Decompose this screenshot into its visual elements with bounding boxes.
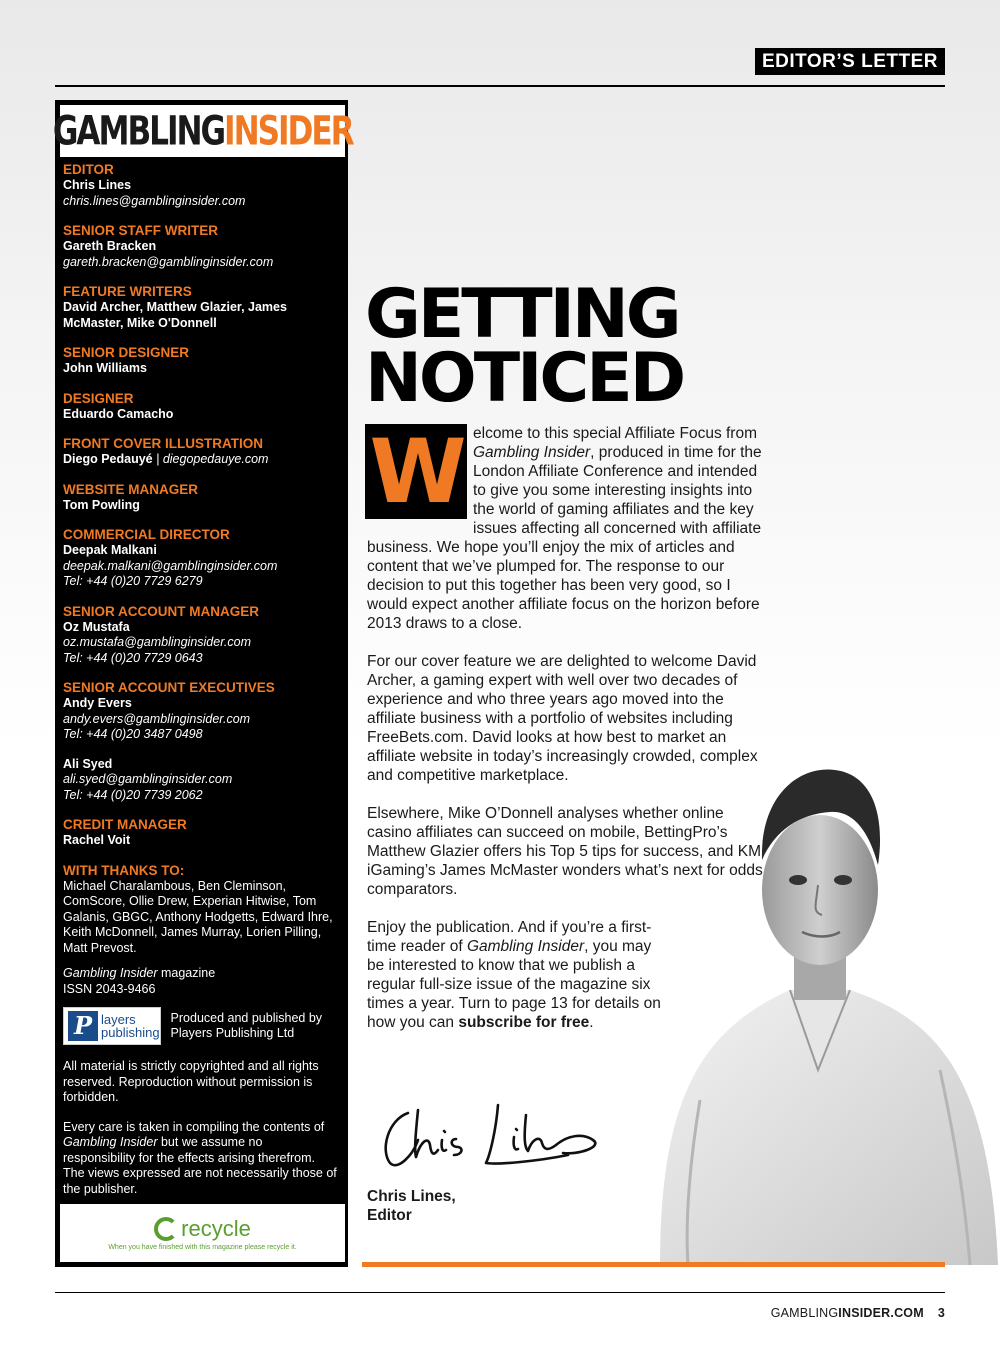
publisher-logo-line2: publishing	[101, 1025, 160, 1040]
credit-role: SENIOR STAFF WRITER	[63, 223, 218, 238]
credit-email: deepak.malkani@gamblinginsider.com	[63, 558, 278, 573]
p4-end: .	[589, 1014, 594, 1031]
credit-role: SENIOR DESIGNER	[63, 345, 190, 360]
magazine-name: Gambling Insider	[63, 966, 158, 980]
credit-email: andy.evers@gamblinginsider.com	[63, 711, 251, 726]
paragraph-1	[367, 424, 767, 633]
logo-word-insider: INSIDER	[223, 107, 353, 155]
credit-name: Oz Mustafa	[63, 619, 130, 634]
footer-brand-a: GAMBLING	[770, 1306, 839, 1320]
credit-name: Rachel Voit	[63, 833, 131, 847]
credit-role: CREDIT MANAGER	[63, 817, 187, 832]
accent-rule	[362, 1262, 945, 1267]
credit-entry	[63, 757, 338, 804]
credit-entry	[63, 527, 338, 590]
page-number: 3	[937, 1306, 945, 1320]
credit-role: FRONT COVER ILLUSTRATION	[63, 436, 263, 451]
players-publishing-logo	[63, 1007, 161, 1045]
credit-role: COMMERCIAL DIRECTOR	[63, 527, 230, 542]
top-rule	[55, 85, 945, 87]
credit-entry	[63, 391, 338, 423]
credit-entry	[63, 436, 338, 468]
credit-entry	[63, 284, 338, 331]
credit-phone: Tel: +44 (0)20 7729 6279	[63, 574, 203, 588]
p4-italic: Gambling Insider	[466, 938, 585, 955]
recycle-badge	[60, 1204, 345, 1262]
copyright-note: All material is strictly copyrighted and all rights reserved. Reproduction without permission is forbidden.	[63, 1059, 319, 1104]
article-headline	[365, 275, 684, 418]
issn-number: ISSN 2043-9466	[63, 981, 156, 996]
staff-credits	[63, 162, 338, 1211]
credit-email: oz.mustafa@gamblinginsider.com	[63, 635, 252, 649]
credit-email: gareth.bracken@gamblinginsider.com	[63, 254, 274, 269]
credit-name-row	[63, 452, 338, 468]
paragraph-2: For our cover feature we are delighted to welcome David Archer, a gaming expert with well over two decades of experience and who three years ago moved into the affiliate business with a portfolio of websites including FreeBets.com. David looks at how best to market an affiliate website in today’s increasingly crowded, complex and competitive marketplace.	[367, 653, 758, 784]
publisher-text: Produced and published by Players Publishing Ltd	[170, 1011, 323, 1040]
magazine-info	[63, 966, 338, 997]
credit-name: Tom Powling	[63, 497, 140, 512]
credit-name: Deepak Malkani	[63, 543, 157, 557]
credit-name: Diego Pedauyé	[63, 452, 153, 466]
paragraph-4	[367, 918, 667, 1032]
credit-name: Gareth Bracken	[63, 239, 157, 253]
credit-name: Ali Syed	[63, 756, 113, 771]
p4-bold: subscribe for free	[458, 1014, 590, 1031]
credit-entry	[63, 604, 338, 667]
headline-line-1: GETTING	[365, 275, 679, 354]
credit-role: DESIGNER	[63, 390, 134, 406]
masthead-sidebar	[52, 100, 353, 1267]
thanks-list: Michael Charalambous, Ben Cleminson, ComScore, Ollie Drew, Experian Hitwise, Tom Galanis, GBGC, Anthony Hodgetts, Edward Ihre, Keith McDonnell, James Murray, Lorien Pilling, Matt Prevost.	[63, 878, 333, 955]
gambling-insider-logo	[52, 105, 353, 157]
logo-word-gambling: GAMBLING	[52, 107, 224, 155]
credit-name: Chris Lines	[63, 178, 132, 192]
credit-role: WEBSITE MANAGER	[63, 481, 198, 497]
credit-entry	[63, 817, 338, 849]
p1-text-b: , produced in time for the London Affiliate Conference and intended to give you some interesting insights into the world of gaming affiliates and the key issues affecting all concerned with affiliate business. We hope you’ll enjoy the mix of articles and content that we’ve plumped for. The response to our decision to put this together has been very good, so I would expect another affiliate focus on the horizon before 2013 draws to a close.	[367, 444, 762, 632]
editor-signature	[378, 1095, 628, 1180]
credit-entry	[63, 345, 338, 377]
paragraph-3: Elsewhere, Mike O’Donnell analyses whether online casino affiliates can succeed on mobile, BettingPro’s Matthew Glazier offers his Top 5 tips for success, and KM iGaming’s James McMaster wonders what’s next for odds comparators.	[367, 805, 763, 898]
section-tag: EDITOR’S LETTER	[755, 48, 945, 75]
headline-line-2: NOTICED	[365, 339, 684, 418]
publisher-logo-line1: layers	[101, 1012, 136, 1027]
p4-text-a: Enjoy the publication. And if you’re a first-time reader of	[367, 919, 652, 955]
footer-brand-b: INSIDER.COM	[838, 1306, 924, 1320]
editor-name: Chris Lines,	[367, 1188, 456, 1205]
recycle-icon	[154, 1217, 178, 1241]
editor-signoff	[367, 1187, 456, 1225]
credit-name: John Williams	[63, 361, 147, 375]
p1-italic: Gambling Insider	[473, 444, 591, 461]
credit-entry	[63, 680, 338, 743]
credit-phone: Tel: +44 (0)20 7739 2062	[63, 787, 203, 802]
credit-role: EDITOR	[63, 162, 114, 177]
drop-cap: W	[365, 424, 467, 519]
credit-email: chris.lines@gamblinginsider.com	[63, 193, 246, 208]
p4-text-b: , you may be interested to know that we publish a regular full-size issue of the magazine six times a year. Turn to page 13 for details on how you can	[367, 938, 661, 1031]
publisher-logo-mark: P	[68, 1011, 98, 1041]
credit-name: Eduardo Camacho	[63, 406, 174, 421]
disclaimer-post: but we assume no responsibility for the effects arising therefrom. The views expressed are not necessarily those of the publisher.	[63, 1135, 337, 1196]
credit-role: SENIOR ACCOUNT MANAGER	[63, 603, 260, 619]
editor-title: Editor	[367, 1207, 412, 1224]
p1-text-a: elcome to this special Affiliate Focus from	[473, 425, 758, 442]
credit-website: | diegopedauye.com	[152, 452, 269, 466]
credit-phone: Tel: +44 (0)20 7729 0643	[63, 650, 203, 665]
bottom-rule	[55, 1292, 945, 1293]
thanks-heading: WITH THANKS TO:	[63, 862, 185, 878]
disclaimer-note	[63, 1120, 338, 1198]
recycle-tagline: When you have finished with this magazine please recycle it.	[108, 1243, 297, 1251]
credit-entry	[63, 482, 338, 514]
disclaimer-italic: Gambling Insider	[63, 1135, 158, 1149]
credit-role: FEATURE WRITERS	[63, 284, 192, 299]
recycle-label: recycle	[181, 1215, 251, 1241]
credit-email: ali.syed@gamblinginsider.com	[63, 772, 233, 786]
credit-entry	[63, 223, 338, 270]
disclaimer-pre: Every care is taken in compiling the contents of	[63, 1119, 325, 1134]
credit-phone: Tel: +44 (0)20 3487 0498	[63, 727, 203, 741]
publisher-row	[63, 1007, 338, 1045]
page-footer	[771, 1306, 945, 1320]
editor-portrait	[640, 740, 1000, 1265]
credit-name: David Archer, Matthew Glazier, James McMaster, Mike O'Donnell	[63, 300, 287, 330]
credit-role: SENIOR ACCOUNT EXECUTIVES	[63, 680, 275, 695]
credit-entry	[63, 162, 338, 209]
credit-name: Andy Evers	[63, 696, 132, 710]
magazine-suffix: magazine	[157, 966, 216, 980]
